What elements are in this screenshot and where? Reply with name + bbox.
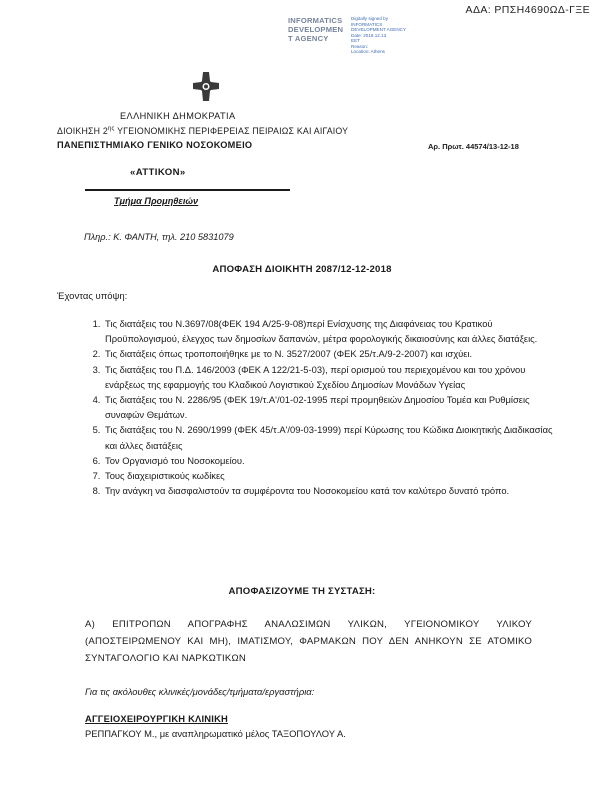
health-region-prefix: ΔΙΟΙΚΗΣΗ 2 [57,126,108,136]
signature-details [351,16,406,55]
signature-agency-line: T AGENCY [288,34,329,43]
legal-basis-item: 4. Τις διατάξεις του Ν. 2286/95 (ΦΕΚ 19/τ.Α'/01-02-1995 περί προμηθειών Δημοσίου Τομέα και Ρυθμίσεις συναφών Θεμάτων. [103,392,558,422]
clinic-members: ΡΕΠΠΑΓΚΟΥ Μ., με αναπληρωματικό μέλος ΤΑΞΟΠΟΥΛΟΥ Α. [85,728,346,739]
legal-basis-item: 8. Την ανάγκη να διασφαλιστούν τα συμφέροντα του Νοσοκομείου κατά τον καλύτερο δυνατό τρόπο. [103,483,558,498]
section-a-paragraph: Α) ΕΠΙΤΡΟΠΩΝ ΑΠΟΓΡΑΦΗΣ ΑΝΑΛΩΣΙΜΩΝ ΥΛΙΚΩΝ, ΥΓΕΙΟΝΟΜΙΚΟΥ ΥΛΙΚΟΥ (ΑΠΟΣΤΕΙΡΩΜΕΝΟΥ ΚΑΙ ΜΗ), ΙΜΑΤΙΣΜΟΥ, ΦΑΡΜΑΚΩΝ ΠΟΥ ΔΕΝ ΑΝΗΚΟΥΝ ΣΕ ΑΤΟΜΙΚΟ ΣΥΝΤΑΓΟΛΟΓΙΟ ΚΑΙ ΝΑΡΚΩΤΙΚΩΝ [85,619,532,664]
decision-title: ΑΠΟΦΑΣΗ ΔΙΟΙΚΗΤΗ 2087/12-12-2018 [212,264,392,275]
having-regard-label: Έχοντας υπόψη: [57,291,128,302]
signature-detail-line: Date: 2018.12.13 [351,32,387,38]
legal-basis-item: 5. Τις διατάξεις του Ν. 2690/1999 (ΦΕΚ 45/τ.Α'/09-03-1999) περί Κύρωσης του Κώδικα Διοικητικής Διαδικασίας και άλλες διατάξεις [103,422,558,452]
signature-detail-line: Digitally signed by [351,16,389,21]
signature-detail-line: EET [351,38,360,43]
legal-basis-item: 1. Τις διατάξεις του Ν.3697/08(ΦΕΚ 194 Α/25-9-08)περί Ενίσχυσης της Διαφάνειας του Κρατικού Προϋπολογισμού, έλεγχος των δημοσίων δαπανών, μέτρα φορολογικής δικαιοσύνης και άλλες διατάξεις. [103,316,558,346]
signature-agency-line: DEVELOPMEN [288,25,344,34]
resolve-heading: ΑΠΟΦΑΣΙΖΟΥΜΕ ΤΗ ΣΥΣΤΑΣΗ: [228,586,376,597]
hospital-title: ΠΑΝΕΠΙΣΤΗΜΙΑΚΟ ΓΕΝΙΚΟ ΝΟΣΟΚΟΜΕΙΟ [57,140,253,150]
signature-detail-line: Reason: [351,43,369,49]
ada-code: ΑΔΑ: ΡΠΣΗ4690ΩΔ-ΓΞΕ [465,4,590,16]
signature-agency-name [288,16,346,43]
clinic-heading: ΑΓΓΕΙΟΧΕΙΡΟΥΡΓΙΚΗ ΚΛΙΝΙΚΗ [85,713,229,724]
legal-basis-item: 6. Τον Οργανισμό του Νοσοκομείου. [103,453,558,468]
legal-basis-list [86,316,558,498]
signature-agency-line: INFORMATICS [288,16,343,25]
health-region-ordinal: ης [107,126,115,133]
protocol-number: Αρ. Πρωτ. 44574/13-12-18 [428,142,519,151]
legal-basis-item: 3. Τις διατάξεις του Π.Δ. 146/2003 (ΦΕΚ Α 122/21-5-03), περί ορισμού του περιεχομένου και του χρόνου ενάρξεως της εφαρμογής του Κλαδικού Λογιστικού Σχεδίου Δημοσίων Μονάδων Υγείας [103,362,558,392]
contact-info: Πληρ.: Κ. ΦΑΝΤΗ, τηλ. 210 5831079 [84,232,234,242]
greek-health-cross-icon [192,71,220,103]
hospital-name: «ΑΤΤΙΚΟΝ» [130,167,186,178]
digital-signature-stamp [288,16,406,55]
signature-detail-line: Location: Athens [351,49,385,54]
health-region-line [57,126,348,136]
legal-basis-item: 7. Τους διαχειριστικούς κωδίκες [103,468,558,483]
department-label: Τμήμα Προμηθειών [114,196,199,206]
header-divider [85,189,290,191]
legal-basis-item: 2. Τις διατάξεις όπως τροποποιήθηκε με το Ν. 3527/2007 (ΦΕΚ 25/τ.Α/9-2-2007) και ισχύει. [103,346,558,361]
health-region-suffix: ΥΓΕΙΟΝΟΜΙΚΗΣ ΠΕΡΙΦΕΡΕΙΑΣ ΠΕΙΡΑΙΩΣ ΚΑΙ ΑΙΓΑΙΟΥ [114,126,349,136]
signature-detail-line: DEVELOPMENT AGENCY [351,27,407,32]
republic-title: ΕΛΛΗΝΙΚΗ ΔΗΜΟΚΡΑΤΙΑ [120,111,236,121]
for-following-label: Για τις ακόλουθες κλινικές/μονάδες/τμήματα/εργαστήρια: [85,686,315,697]
signature-detail-line: INFORMATICS [351,21,383,27]
